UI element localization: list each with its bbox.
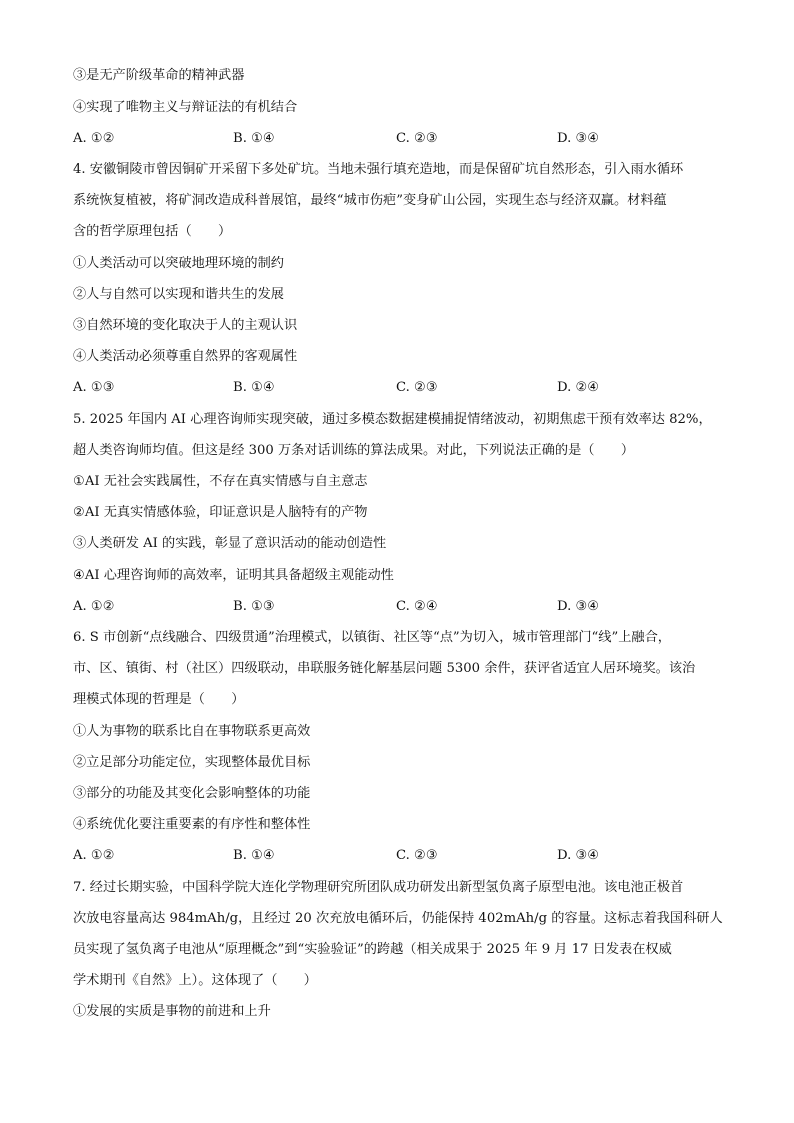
option-b: B. ①④ xyxy=(233,131,275,146)
question-4-statement-2: ②人与自然可以实现和谐共生的发展 xyxy=(73,287,284,302)
question-4-stem-line-1: 4. 安徽铜陵市曾因铜矿开采留下多处矿坑。当地未强行填充造地，而是保留矿坑自然形态，引入雨水循环 xyxy=(73,162,684,177)
option-a: A. ①③ xyxy=(73,380,115,395)
option-c: C. ②③ xyxy=(396,131,438,146)
statement-4: ④实现了唯物主义与辩证法的有机结合 xyxy=(73,100,298,115)
option-b: B. ①③ xyxy=(233,599,275,614)
question-4-options xyxy=(73,379,723,397)
option-c: C. ②④ xyxy=(396,599,438,614)
option-a: A. ①② xyxy=(73,131,115,146)
question-6-stem-line-1: 6. S 市创新“点线融合、四级贯通”治理模式，以镇街、社区等“点”为切入，城市管理部门“线”上融合， xyxy=(73,630,671,645)
option-c: C. ②③ xyxy=(396,380,438,395)
question-7-stem-line-4: 学术期刊《自然》上）。这体现了（ ） xyxy=(73,973,317,988)
option-c: C. ②③ xyxy=(396,848,438,863)
question-5-statement-4: ④AI 心理咨询师的高效率，证明其具备超级主观能动性 xyxy=(73,568,394,583)
question-4-stem-line-2: 系统恢复植被，将矿洞改造成科普展馆，最终“城市伤疤”变身矿山公园，实现生态与经济双赢。材料蕴 xyxy=(73,193,667,208)
question-5-stem-line-1: 5. 2025 年国内 AI 心理咨询师实现突破，通过多模态数据建模捕捉情绪波动，初期焦虑干预有效率达 82%， xyxy=(73,412,712,427)
question-6-stem-line-2: 市、区、镇街、村（社区）四级联动，串联服务链化解基层问题 5300 余件，获评省适宜人居环境奖。该治 xyxy=(73,661,696,676)
option-a: A. ①② xyxy=(73,599,115,614)
option-a: A. ①② xyxy=(73,848,115,863)
question-4-statement-4: ④人类活动必须尊重自然界的客观属性 xyxy=(73,349,298,364)
question-5-statement-2: ②AI 无真实情感体验，印证意识是人脑特有的产物 xyxy=(73,505,368,520)
question-5-options xyxy=(73,598,723,616)
statement-3: ③是无产阶级革命的精神武器 xyxy=(73,68,245,83)
question-5-stem-line-2: 超人类咨询师均值。但这是经 300 万条对话训练的算法成果。对此，下列说法正确的是（ ） xyxy=(73,443,635,458)
question-6-statement-3: ③部分的功能及其变化会影响整体的功能 xyxy=(73,786,311,801)
options-row xyxy=(73,130,723,148)
question-4-statement-3: ③自然环境的变化取决于人的主观认识 xyxy=(73,318,298,333)
question-7-stem-line-3: 员实现了氢负离子电池从“原理概念”到“实验验证”的跨越（相关成果于 2025 年 9 月 17 日发表在权威 xyxy=(73,942,672,957)
question-6-stem-line-3: 理模式体现的哲理是（ ） xyxy=(73,692,245,707)
option-b: B. ①④ xyxy=(233,848,275,863)
question-6-statement-1: ①人为事物的联系比自在事物联系更高效 xyxy=(73,724,311,739)
option-d: D. ③④ xyxy=(557,131,600,146)
question-5-statement-1: ①AI 无社会实践属性，不存在真实情感与自主意志 xyxy=(73,474,368,489)
option-d: D. ③④ xyxy=(557,848,600,863)
question-5-statement-3: ③人类研发 AI 的实践，彰显了意识活动的能动创造性 xyxy=(73,536,387,551)
question-4-statement-1: ①人类活动可以突破地理环境的制约 xyxy=(73,256,284,271)
option-d: D. ②④ xyxy=(557,380,600,395)
question-7-statement-1: ①发展的实质是事物的前进和上升 xyxy=(73,1004,271,1019)
option-d: D. ③④ xyxy=(557,599,600,614)
question-7-stem-line-1: 7. 经过长期实验，中国科学院大连化学物理研究所团队成功研发出新型氢负离子原型电池。该电池正极首 xyxy=(73,880,684,895)
question-4-stem-line-3: 含的哲学原理包括（ ） xyxy=(73,224,232,239)
question-6-statement-2: ②立足部分功能定位，实现整体最优目标 xyxy=(73,755,311,770)
question-7-stem-line-2: 次放电容量高达 984mAh/g，且经过 20 次充放电循环后，仍能保持 402mAh/g 的容量。这标志着我国科研人 xyxy=(73,911,723,926)
question-6-statement-4: ④系统优化要注重要素的有序性和整体性 xyxy=(73,817,311,832)
option-b: B. ①④ xyxy=(233,380,275,395)
question-6-options xyxy=(73,847,723,865)
